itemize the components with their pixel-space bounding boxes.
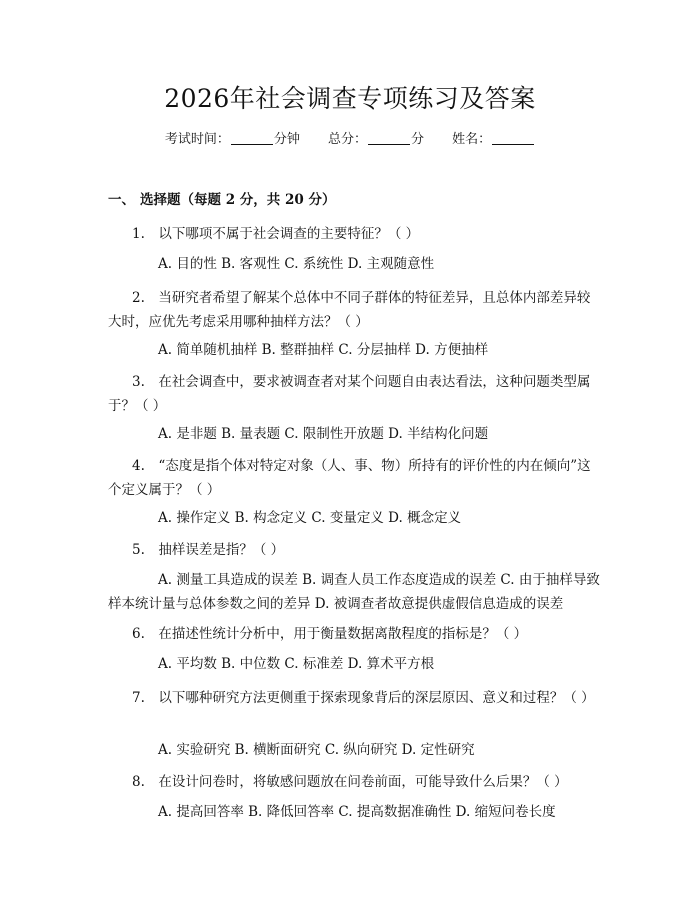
question-7 — [108, 686, 600, 710]
question-text: 1. 以下哪项不属于社会调查的主要特征？（ ） — [132, 226, 420, 242]
question-1 — [108, 222, 600, 246]
score-blank — [368, 130, 410, 145]
time-label: 考试时间： — [164, 132, 230, 147]
question-text: 6. 在描述性统计分析中，用于衡量数据离散程度的指标是？（ ） — [132, 626, 528, 642]
question-5 — [108, 538, 600, 562]
question-8 — [108, 770, 600, 794]
question-text: 2. 当研究者希望了解某个总体中不同子群体的特征差异，且总体内部差异较大时，应优先考虑采用哪种抽样方法？（ ） — [108, 290, 591, 330]
score-label: 总分： — [327, 132, 367, 147]
question-2 — [108, 286, 600, 334]
question-3-options: A. 是非题 B. 量表题 C. 限制性开放题 D. 半结构化问题 — [158, 426, 489, 442]
time-blank — [231, 130, 273, 145]
section-heading — [108, 190, 335, 210]
page-title: 2026年社会调查专项练习及答案 — [164, 84, 536, 113]
question-text: 4. “态度是指个体对特定对象（人、事、物）所持有的评价性的内在倾向”这个定义属于？（ ） — [108, 458, 591, 498]
section-title: 选择题（每题 2 分，共 20 分） — [140, 192, 336, 208]
exam-meta — [0, 130, 700, 150]
question-3 — [108, 370, 600, 418]
question-text: 3. 在社会调查中，要求被调查者对某个问题自由表达看法，这种问题类型属于？（ ） — [108, 374, 591, 414]
name-blank — [492, 130, 534, 145]
time-field — [165, 130, 300, 150]
question-8-options: A. 提高回答率 B. 降低回答率 C. 提高数据准确性 D. 缩短问卷长度 — [158, 804, 556, 820]
question-5-options: A. 测量工具造成的误差 B. 调查人员工作态度造成的误差 C. 由于抽样导致样本统计量与总体参数之间的差异 D. 被调查者故意提供虚假信息造成的误差 — [108, 572, 600, 612]
score-unit: 分 — [411, 132, 425, 147]
time-unit: 分钟 — [273, 132, 300, 147]
question-4-options: A. 操作定义 B. 构念定义 C. 变量定义 D. 概念定义 — [158, 510, 462, 526]
question-1-options: A. 目的性 B. 客观性 C. 系统性 D. 主观随意性 — [158, 256, 435, 272]
question-2-options: A. 简单随机抽样 B. 整群抽样 C. 分层抽样 D. 方便抽样 — [158, 342, 489, 358]
score-field — [328, 130, 424, 150]
name-label: 姓名： — [452, 132, 492, 147]
name-field — [452, 130, 535, 150]
section-number: 一、 — [108, 192, 135, 208]
question-6 — [108, 622, 600, 646]
question-text: 7. 以下哪种研究方法更侧重于探索现象背后的深层原因、意义和过程？（ ） — [132, 690, 595, 706]
question-6-options: A. 平均数 B. 中位数 C. 标准差 D. 算术平方根 — [158, 656, 435, 672]
question-text: 5. 抽样误差是指？（ ） — [132, 542, 285, 558]
question-4 — [108, 454, 600, 502]
question-7-options: A. 实验研究 B. 横断面研究 C. 纵向研究 D. 定性研究 — [158, 742, 475, 758]
question-text: 8. 在设计问卷时，将敏感问题放在问卷前面，可能导致什么后果？（ ） — [132, 774, 568, 790]
